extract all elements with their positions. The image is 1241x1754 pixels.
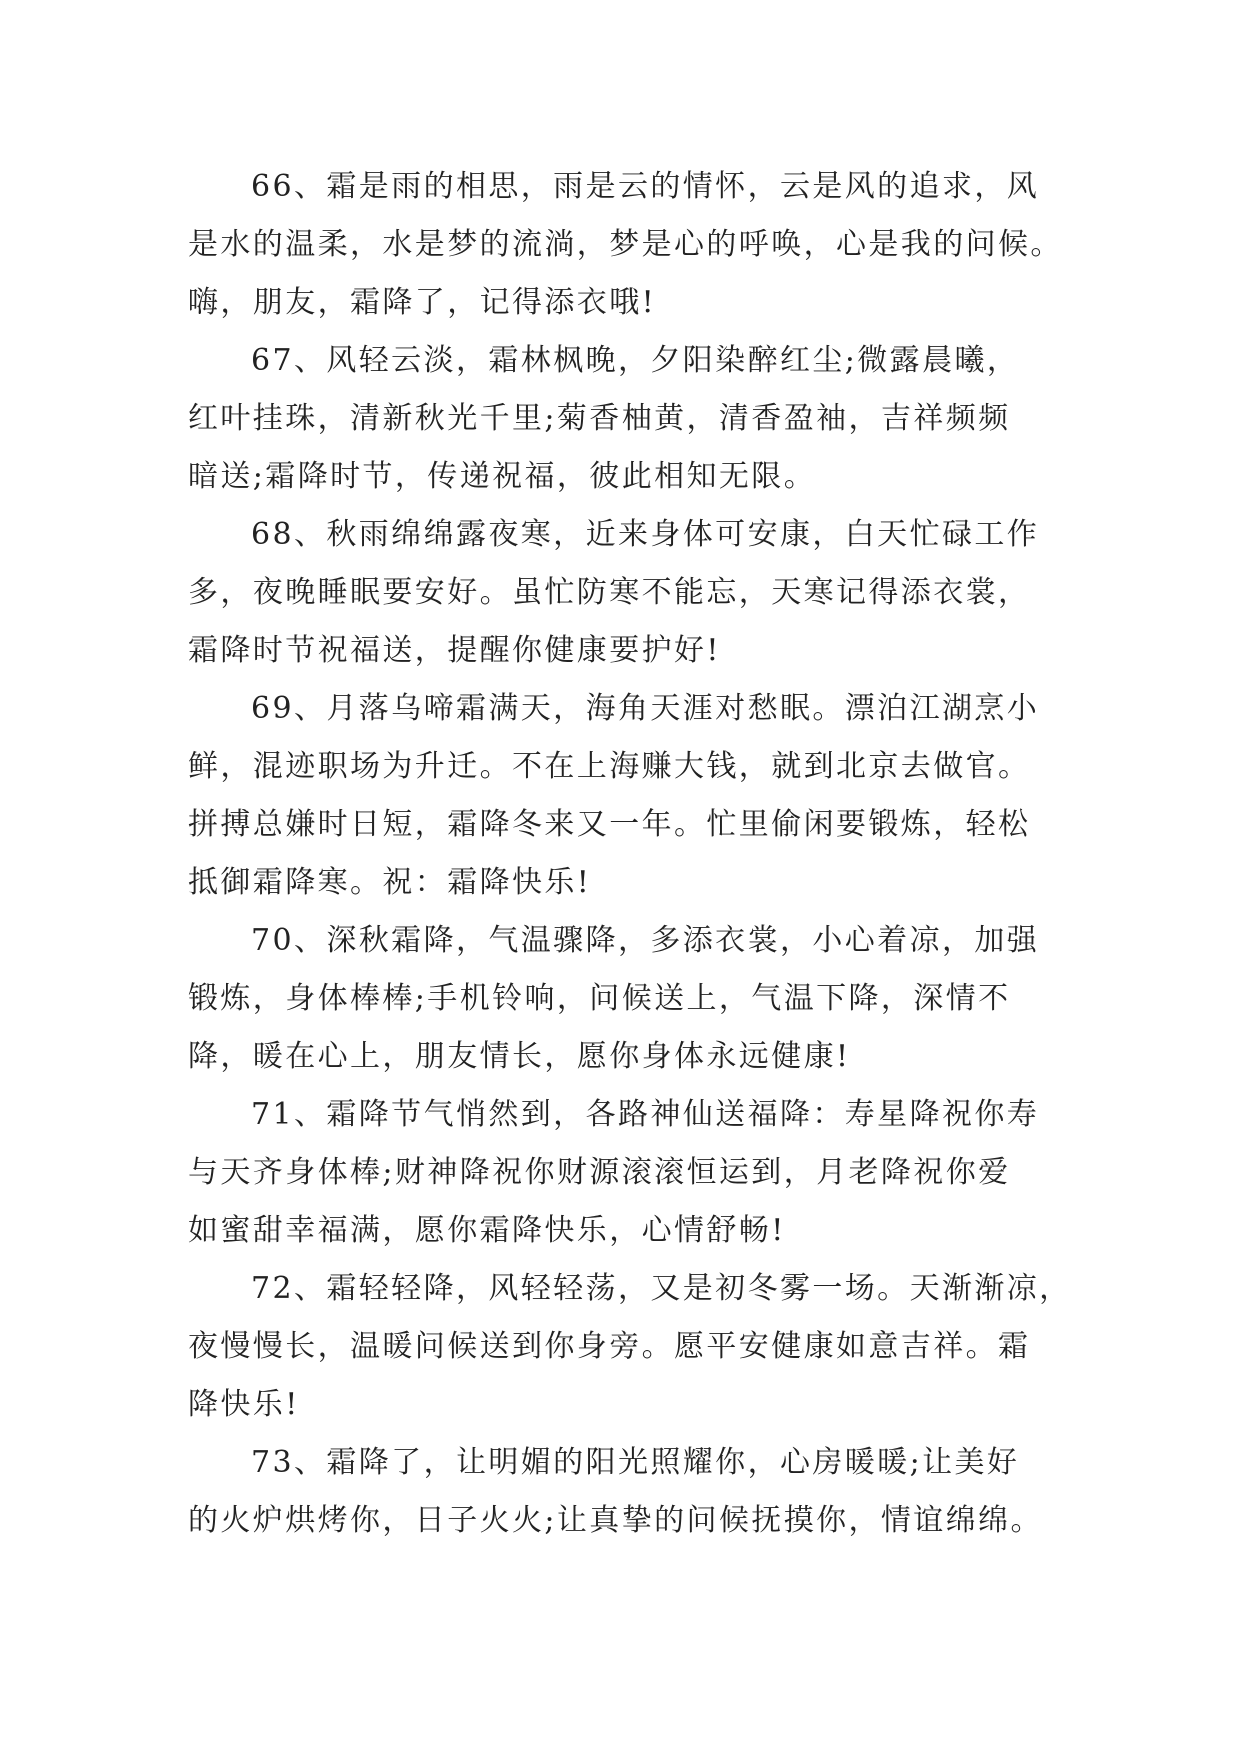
paragraph-66 bbox=[188, 158, 1068, 332]
paragraph-67 bbox=[188, 332, 1068, 506]
text-line: 与天齐身体棒;财神降祝你财源滚滚恒运到，月老降祝你爱 bbox=[188, 1155, 1011, 1190]
text-line: 夜慢慢长，温暖问候送到你身旁。愿平安健康如意吉祥。霜 bbox=[188, 1329, 1031, 1364]
text-line: 的火炉烘烤你，日子火火;让真挚的问候抚摸你，情谊绵绵。 bbox=[188, 1503, 1043, 1538]
paragraph-71 bbox=[188, 1086, 1068, 1260]
text-line: 68、秋雨绵绵露夜寒，近来身体可安康，白天忙碌工作 bbox=[251, 517, 1040, 552]
paragraph-72 bbox=[188, 1260, 1072, 1434]
paragraph-70 bbox=[188, 912, 1068, 1086]
text-line: 锻炼，身体棒棒;手机铃响，问候送上，气温下降，深情不 bbox=[188, 981, 1011, 1016]
text-line: 是水的温柔，水是梦的流淌，梦是心的呼唤，心是我的问候。 bbox=[188, 227, 1063, 262]
text-line: 70、深秋霜降，气温骤降，多添衣裳，小心着凉，加强 bbox=[251, 923, 1040, 958]
text-line: 霜降时节祝福送，提醒你健康要护好! bbox=[188, 633, 721, 668]
text-line: 69、月落乌啼霜满天，海角天涯对愁眠。漂泊江湖烹小 bbox=[251, 691, 1040, 726]
text-line: 72、霜轻轻降，风轻轻荡，又是初冬雾一场。天渐渐凉， bbox=[251, 1271, 1072, 1306]
text-line: 66、霜是雨的相思，雨是云的情怀，云是风的追求，风 bbox=[251, 169, 1040, 204]
text-line: 如蜜甜幸福满，愿你霜降快乐，心情舒畅! bbox=[188, 1213, 786, 1248]
text-line: 拼搏总嫌时日短，霜降冬来又一年。忙里偷闲要锻炼，轻松 bbox=[188, 807, 1031, 842]
text-line: 暗送;霜降时节，传递祝福，彼此相知无限。 bbox=[188, 459, 817, 494]
paragraph-73 bbox=[188, 1434, 1068, 1550]
text-line: 67、风轻云淡，霜林枫晚，夕阳染醉红尘;微露晨曦， bbox=[251, 343, 1020, 378]
text-line: 鲜，混迹职场为升迁。不在上海赚大钱，就到北京去做官。 bbox=[188, 749, 1031, 784]
paragraph-68 bbox=[188, 506, 1068, 680]
paragraph-69 bbox=[188, 680, 1068, 912]
text-line: 多，夜晚睡眠要安好。虽忙防寒不能忘，天寒记得添衣裳， bbox=[188, 575, 1031, 610]
text-line: 71、霜降节气悄然到，各路神仙送福降：寿星降祝你寿 bbox=[251, 1097, 1040, 1132]
text-line: 降，暖在心上，朋友情长，愿你身体永远健康! bbox=[188, 1039, 851, 1074]
text-line: 红叶挂珠，清新秋光千里;菊香柚黄，清香盈袖，吉祥频频 bbox=[188, 401, 1011, 436]
text-line: 73、霜降了，让明媚的阳光照耀你，心房暖暖;让美好 bbox=[251, 1445, 1020, 1480]
text-line: 抵御霜降寒。祝：霜降快乐! bbox=[188, 865, 592, 900]
text-line: 降快乐! bbox=[188, 1387, 300, 1422]
text-line: 嗨，朋友，霜降了，记得添衣哦! bbox=[188, 285, 657, 320]
document-body bbox=[188, 158, 1072, 1550]
